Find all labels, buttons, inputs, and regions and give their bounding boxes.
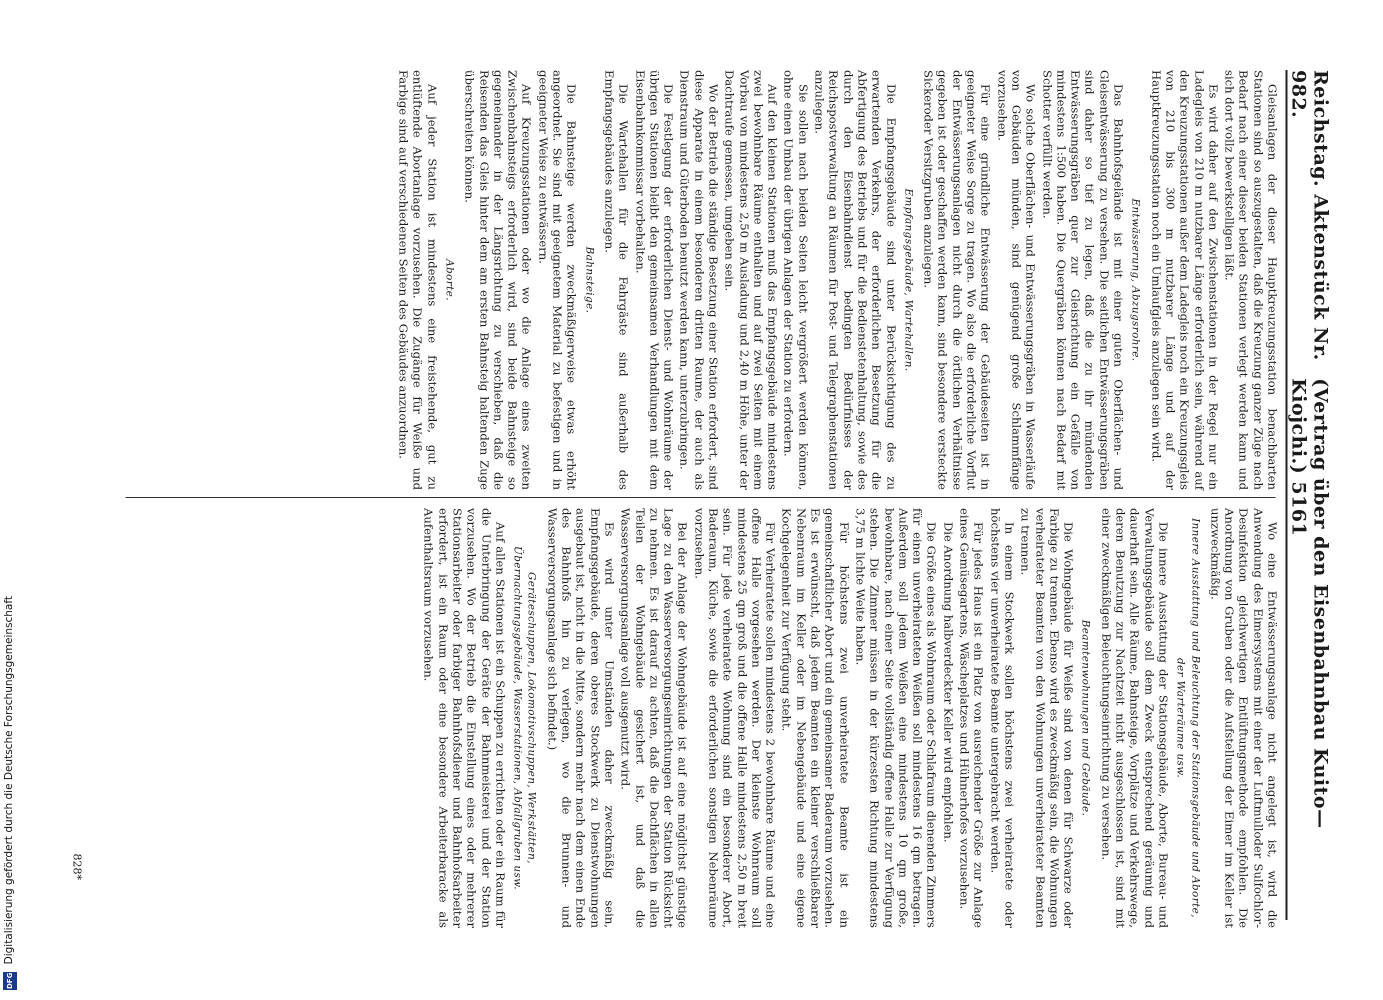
dfg-logo: DFG — [3, 972, 17, 990]
paragraph: Die Wartehallen für die Fahrgäste sind außerhalb des Empfangsgebäudes anzulegen. — [601, 70, 631, 490]
paragraph: Die innere Ausstattung der Stationsgebäude, Aborte, Bureau- und Verwaltungsgebäude soll dem Zweck entsprechend geräumig und dauerhaft sein. Alle Räume, Bahnsteige, Vorplätze und Verkehrswege, deren Benutzung zur Nachtzeit nicht ausgeschlossen ist, sind mit einer zweckmäßigen Beleuchtungseinrichtung zu versehen. — [1098, 508, 1170, 928]
paragraph: Die Größe eines als Wohnraum oder Schlafraum dienenden Zimmers für einen unverheirateten Weißen soll mindestens 16 qm betragen. Außerdem soll jedem Weißen eine mindestens 10 qm große, bewohnbare, nach einer Seite vollständig offene Halle zur Verfügung stehen. Die Zimmer müssen in der kürzesten Richtung mindestens 3,75 m lichte Weite haben. — [852, 508, 939, 928]
section-heading: Empfangsgebäude, Wartehallen. — [901, 188, 914, 372]
section-heading: Beamtenwohnungen und Gebäude. — [1079, 619, 1092, 817]
right-column — [419, 508, 1279, 928]
paragraph: Die Anordnung halbverdeckter Keller wird empfohlen. — [940, 522, 955, 843]
paragraph: Die Festlegung der erforderlichen Dienst- und Wohnräume der übrigen Stationen bleibt den gemeinsamen Verhandlungen mit dem Eisenbahnkommissar vorbehalten. — [632, 70, 676, 490]
section-heading: Geräteschuppen, Lokomotivschuppen, Werkstätten, Übernachtungsgebäude, Wasserstationen, Abfallgruben usw. — [511, 546, 538, 890]
header-right: (Vertrag über den Eisenbahnbau Kuito—Kiojchi.) 5161 — [1287, 378, 1331, 829]
paragraph: Gleisanlagen der dieser Hauptkreuzungsstation benachbarten Stationen sind so auszugestalten, daß die Kreuzung ganzer Züge nach Bedarf nach einer dieser beiden Stationen verlegt werden kann und sich dort vollz bewerkstelligen läßt. — [1222, 70, 1279, 490]
paragraph: Die Wohngebäude für Weiße sind von denen für Schwarze oder Farbige zu trennen. Ebenso wird es zweckmäßig sein, die Wohnungen verheirateter Beamten von den Wohnungen unverheirateter Beamten zu trennen. — [1018, 508, 1076, 928]
paragraph: Für höchstens zwei unverheiratete Beamte ist ein gemeinschaftlicher Abort und ein gemeinsamer Baderaum vorzusehen. Es ist erwünscht, daß jedem Beamten ein kleiner verschließbarer Nebenraum im Keller oder im Nebengebäude und eine eigene Kochgelegenheit zur Verfügung steht. — [779, 508, 851, 928]
running-header — [1285, 70, 1331, 920]
dfg-credit-text: Digitalisierung gefördert durch die Deutsche Forschungsgemeinschaft — [3, 595, 15, 964]
paragraph: Die Bahnsteige werden zweckmäßigerweise etwas erhöht angeordnet. Sie sind mit geeignetem Material zu befestigen und in geeigneter Weise zu entwässern. — [535, 70, 579, 490]
paragraph: Wo solche Oberflächen- und Entwässerungsgräben in Wasserläufe von Gebäuden münden, sind genügend große Schlammfänge vorzusehen. — [994, 70, 1038, 490]
paragraph: Die Empfangsgebäude sind unter Berücksichtigung des zu erwartenden Verkehrs, der erforderlichen Besetzung für die Abfertigung des Betriebs und für die Bedienstetenhaltung, sowie des durch den Eisenbahndienst bedingten Bedürfnisses der Reichspostverwaltung an Räumen für Post- und Telegraphenstationen anzulegen. — [812, 70, 898, 490]
header-left: Reichstag. Aktenstück Nr. 982. — [1287, 70, 1331, 361]
paragraph: Wo eine Entwässerungsanlage nicht angelegt ist, wird die Anwendung des Eimersystems mit einer der Luftmulloder Sulfochlor-Desinfektion gleichwertigen Entlüftungsmethode empfohlen. Die Anordnung von Gruben oder die Aufstellung der Eimer im Keller ist unzweckmäßig. — [1207, 508, 1279, 928]
paragraph: Für jedes Haus ist ein Platz von ausreichender Größe zur Anlage eines Gemüsegartens, Wäscheplatzes und Hühnerhofes vorzusehen. — [957, 508, 986, 928]
paragraph: Auf den kleinen Stationen muß das Empfangsgebäude mindestens zwei bewohnbare Räume enthalten und auf zwei Seiten mit einem Vorbau von mindestens 2,50 m Ausladung und 2,40 m Höhe, unter der Dachtraufe gemessen, umgeben sein. — [722, 70, 780, 490]
paragraph: Wo der Betrieb die ständige Besetzung einer Station erfordert, sind diese Apparate in einem besonderen dritten Raume, der auch als Dienstraum und Güterboden benutzt werden kann, unterzubringen. — [677, 70, 721, 490]
paragraph: Es wird daher auf den Zwischenstationen in der Regel nur ein Ladegleis von 210 m nutzbarer Länge erforderlich sein, während auf den Kreuzungsstationen außer dem Ladegleis noch ein Kreuzungsgleis von 210 bis 300 m nutzbarer Länge und auf der Hauptkreuzungsstation noch ein Umlaufgleis anzulegen sein wird. — [1148, 70, 1220, 490]
paragraph: Für eine gründliche Entwässerung der Gebäudeseiten ist in geeigneter Weise Sorge zu tragen. Wo also die erforderliche Vorflut der Entwässerungsanlagen nicht durch die örtlichen Verhältnisse gegeben ist oder geschaffen werden kann, sind besondere versteckte Sickeroder Versitzgruben anzulegen. — [921, 70, 993, 490]
paragraph: Für Verheiratete sollen mindestens 2 bewohnbare Räume und eine offene Halle vorgesehen werden. Der kleinste Wohnraum soll mindestens 25 qm groß und die offene Halle mindestens 2,50 m breit sein. Für jede verheiratete Wohnung sind ein besonderer Abort, Baderaum, Küche, sowie die erforderlichen sonstigen Nebenräume vorzusehen. — [691, 508, 778, 928]
section-heading: Bahnsteige. — [582, 246, 595, 314]
column-divider — [125, 497, 1275, 498]
paragraph: Auf jeder Station ist mindestens eine freistehende, gut zu entlüftende Abortanlage vorzusehen. Die Zugänge für Weiße und Farbige sind auf verschiedenen Seiten des Gebäudes anzuordnen. — [396, 70, 439, 490]
section-heading: Entwässerung, Abzugsrohre. — [1129, 198, 1142, 362]
paragraph: Bei der Anlage der Wohngebäude ist auf eine möglichst günstige Lage zu den Wasserversorgungseinrichtungen der Station Rücksicht zu nehmen. Es ist darauf zu achten, daß die Dachflächen in allen Teilen der Wohngebäude gesichert ist, und daß die Wasserversorgungsanlage voll ausgenutzt wird. — [618, 508, 690, 928]
paragraph: Auf allen Stationen ist ein Schuppen zu errichten oder ein Raum für die Unterbringung der Geräte der Bahnmeisterei und der Station vorzusehen. Wo der Betrieb die Einstellung eines oder mehrerer Stationsarbeiter oder farbiger Bahnhofsdiener und Bahnhofsarbeiter erfordert, ist ein Raum oder eine besondere Arbeiterbaracke als Aufenthaltsraum vorzusehen. — [421, 508, 507, 928]
section-heading: Aborte. — [442, 259, 455, 301]
paragraph: In einem Stockwerk sollen höchstens zwei verheiratete oder höchstens vier unverheiratete Beamte untergebracht werden. — [987, 508, 1016, 928]
paragraph: Sie sollen nach beiden Seiten leicht vergrößert werden können, ohne einen Umbau der übrigen Anlagen der Station zu erfordern. — [781, 70, 810, 490]
paragraph: Das Bahnhofsgelände ist mit einer guten Oberflächen- und Gleisentwässerung zu versehen. Die seitlichen Entwässerungsgräben sind daher so tief zu legen, daß die zu ihr mündenden Entwässerungsgräben quer zur Gleisrichtung ein Gefälle von mindestens 1:500 haben. Die Quergräben können nach Bedarf mit Schotter verfüllt werden. — [1039, 70, 1126, 490]
paragraph: Es wird unter Umständen daher zweckmäßig sein, Empfangsgebäude, deren oberes Stockwerk zu Dienstwohnungen ausgebaut ist, nicht in die Mitte, sondern mehr nach dem einen Ende des Bahnhofs hin zu verlegen, wo die Brunnen- und Wasserversorgungsanlage sich befindet.) — [544, 508, 616, 928]
page-mark: 828* — [70, 853, 83, 880]
paragraph: Auf Kreuzungsstationen oder wo die Anlage eines zweiten Zwischenbahnsteigs erforderlich wird, sind beide Bahnsteige so gegeneinander in der Längsrichtung zu verschieben, daß die Reisenden das Gleis hinter dem am ersten Bahnsteig haltenden Zuge überschreiten können. — [462, 70, 534, 490]
section-heading: Innere Ausstattung und Beleuchtung der Stationsgebäude und Aborte, der Warteräume usw. — [1174, 518, 1201, 918]
left-column — [394, 70, 1279, 490]
